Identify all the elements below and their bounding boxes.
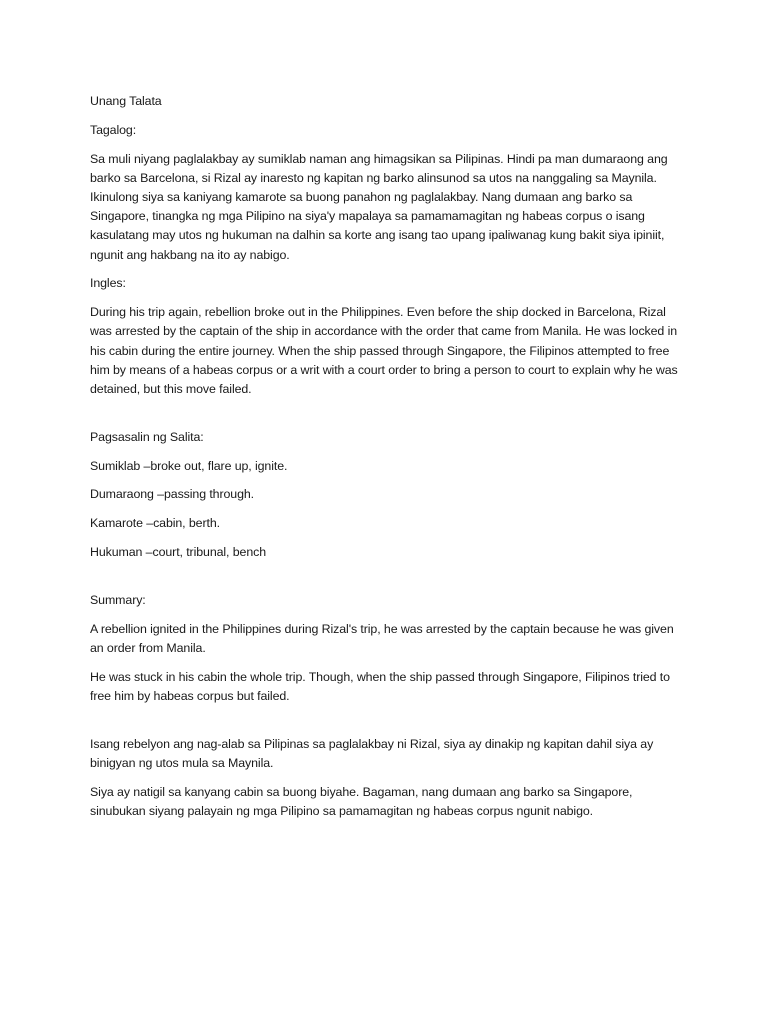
english-label: Ingles: <box>90 276 126 291</box>
vocabulary-label: Pagsasalin ng Salita: <box>90 429 204 444</box>
vocabulary-term: Kamarote <box>90 516 143 531</box>
vocabulary-term: Dumaraong <box>90 487 154 502</box>
vocabulary-item <box>90 514 690 533</box>
vocabulary-meaning: passing through. <box>163 487 255 502</box>
summary-english-paragraph: He was stuck in his cabin the whole trip. Though, when the ship passed through Singapore, Filipinos tried to free him by habeas corpus but failed. <box>90 669 670 703</box>
english-paragraph: During his trip again, rebellion broke out in the Philippines. Even before the ship docked in Barcelona, Rizal was arrested by the captain of the ship in accordance with the order that came from Manila. He was locked in his cabin during the entire journey. When the ship passed through Singapore, the Filipinos attempted to free him by means of a habeas corpus or a writ with a court order to bring a person to court to explain why he was detained, but this move failed. <box>90 305 678 397</box>
document-heading: Unang Talata <box>90 94 162 108</box>
summary-label: Summary: <box>90 592 146 607</box>
tagalog-label: Tagalog: <box>90 122 137 137</box>
vocabulary-term: Hukuman <box>90 545 143 559</box>
vocabulary-term: Sumiklab <box>90 458 141 473</box>
spacer <box>90 409 690 428</box>
tagalog-paragraph: Sa muli niyang paglalakbay ay sumiklab naman ang himagsikan sa Pilipinas. Hindi pa man dumaraong ang barko sa Barcelona, si Rizal ay inaresto ng kapitan ng barko alinsunod sa utos na nanggaling sa Maynila. Ikinulong siya sa kaniyang kamarote sa buong panahon ng paglalakbay. Nang dumaan ang barko sa Singapore, tinangka ng mga Pilipino na siya'y mapalaya sa pamamamagitan ng habeas corpus o isang kasulatang may utos ng hukuman na dalhin sa korte ang isang tao upang ipaliwanag kung bakit siya ipiniit, ngunit ang hakbang na ito ay nabigo. <box>90 151 668 262</box>
spacer <box>90 572 690 591</box>
summary-english-paragraph: A rebellion ignited in the Philippines during Rizal's trip, he was arrested by the captain because he was given an order from Manila. <box>90 621 674 655</box>
vocabulary-meaning: cabin, berth. <box>153 516 220 531</box>
spacer <box>90 716 690 735</box>
document-page <box>90 92 690 831</box>
vocabulary-meaning: broke out, flare up, ignite. <box>150 458 288 473</box>
summary-tagalog-paragraph: Isang rebelyon ang nag-alab sa Pilipinas sa paglalakbay ni Rizal, siya ay dinakip ng kapitan dahil siya ay binigyan ng utos mula sa Maynila. <box>90 736 654 770</box>
vocabulary-item <box>90 457 690 476</box>
summary-tagalog-paragraph: Siya ay natigil sa kanyang cabin sa buong biyahe. Bagaman, nang dumaan ang barko sa Singapore, sinubukan siyang palayain ng mga Pilipino sa pamamagitan ng habeas corpus ngunit nabigo. <box>90 784 633 818</box>
vocabulary-item <box>90 543 690 562</box>
vocabulary-meaning: court, tribunal, bench <box>152 545 266 559</box>
vocabulary-item <box>90 485 690 504</box>
